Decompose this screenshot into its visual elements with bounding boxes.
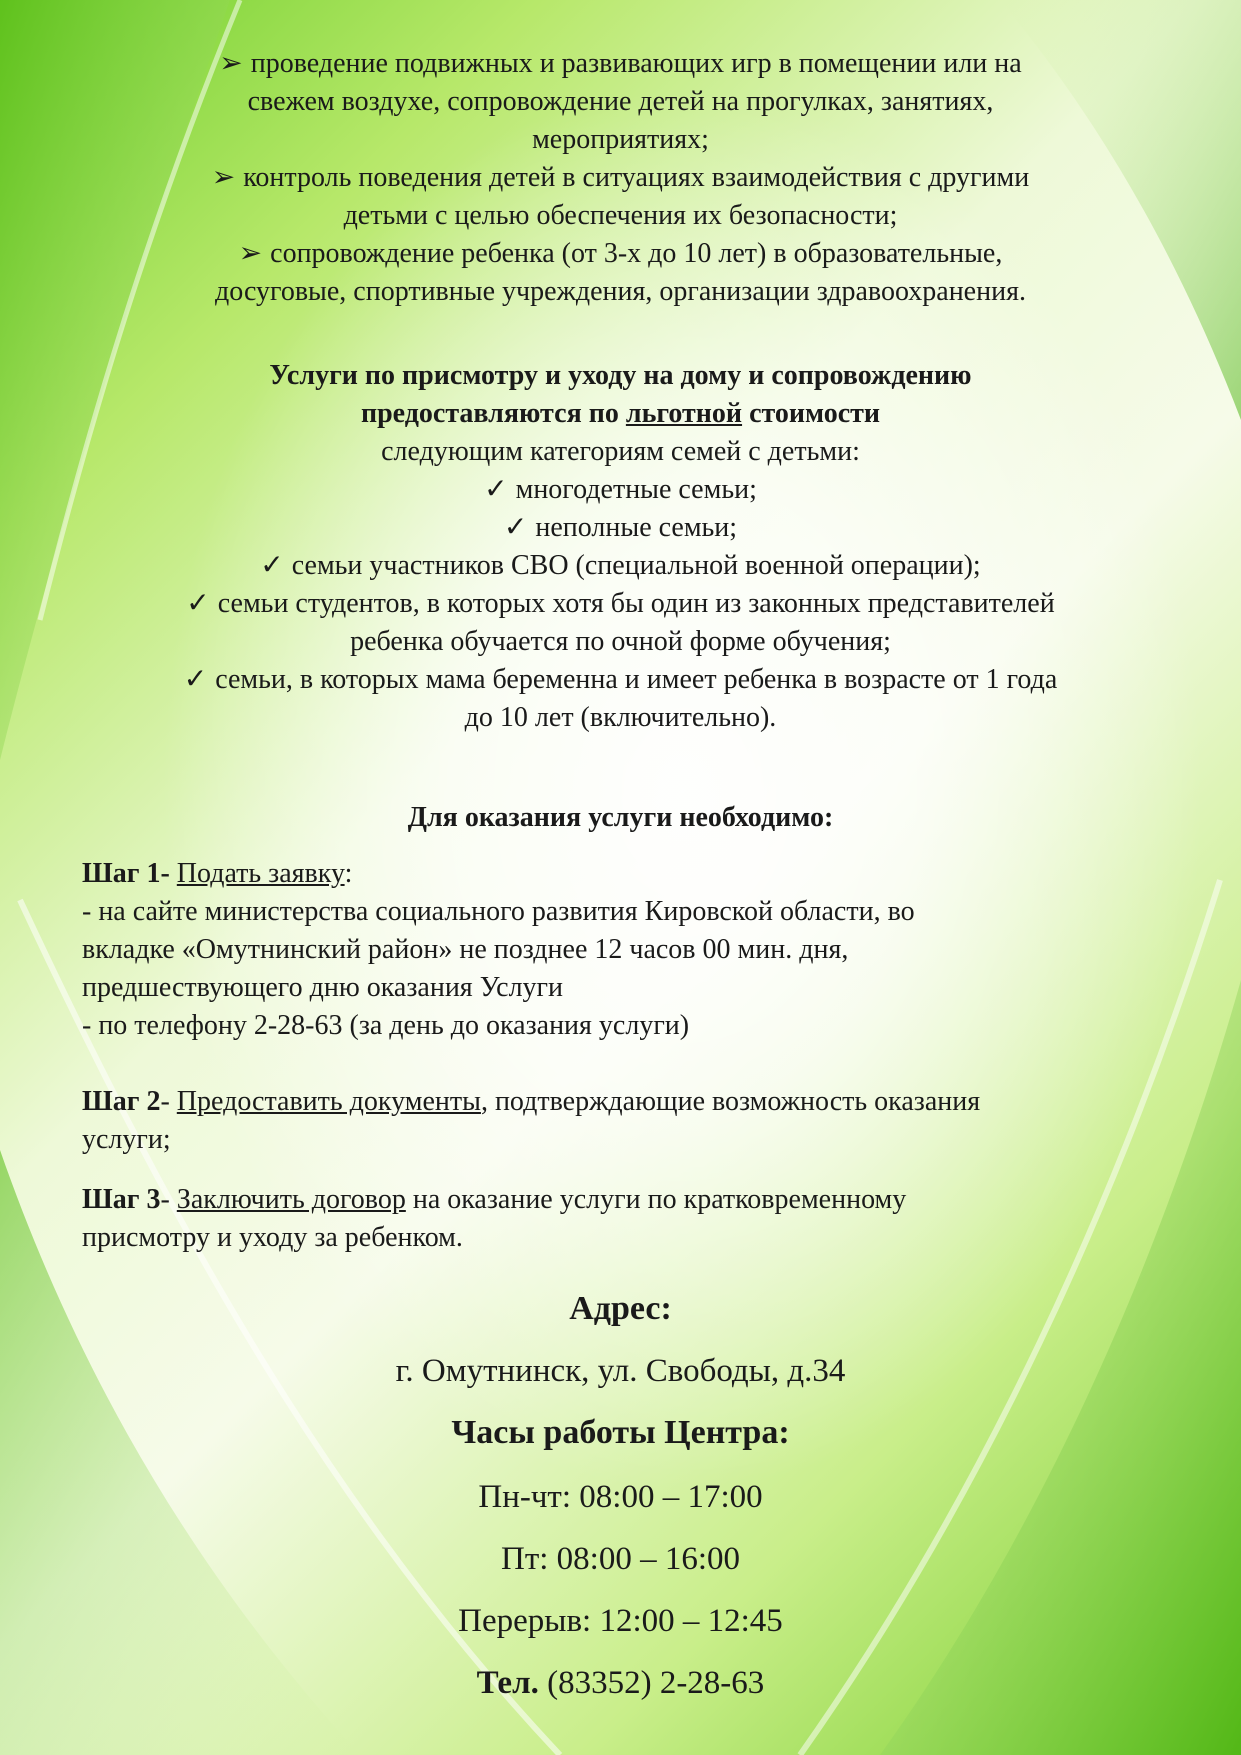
category-item-1: ✓ многодетные семьи; [0, 472, 1241, 508]
category-item-5-line-1: ✓ семьи, в которых мама беременна и имеет ребенка в возрасте от 1 года [0, 662, 1241, 698]
address-value: г. Омутнинск, ул. Свободы, д.34 [395, 1353, 846, 1389]
step-1-detail-3: предшествующего дню оказания Услуги [82, 972, 564, 1003]
hours-break: Перерыв: 12:00 – 12:45 [458, 1603, 783, 1639]
step-2-line-1: Шаг 2- Предоставить документы, подтверждающие возможность оказания [82, 1086, 981, 1117]
step-1-title: Шаг 1- Подать заявку: [82, 858, 353, 889]
bullet-item-3-line-2: досуговые, спортивные учреждения, организации здравоохранения. [215, 276, 1026, 307]
step-3-line-1: Шаг 3- Заключить договор на оказание услуги по кратковременному [82, 1184, 907, 1215]
step-2-label: Шаг 2 [82, 1086, 161, 1117]
phone-label: Тел. [476, 1665, 539, 1701]
bullet-item-1-line-1: ➢ проведение подвижных и развивающих игр в помещении или на [0, 46, 1241, 82]
privilege-heading-line-1: Услуги по присмотру и уходу на дому и сопровождению [269, 360, 972, 391]
address-title: Адрес: [569, 1290, 672, 1327]
check-icon: ✓ [260, 550, 284, 581]
bullet-item-2-line-2: детьми с целью обеспечения их безопасности; [343, 200, 898, 231]
step-1-label: Шаг 1- [82, 858, 170, 889]
step-1-action: Подать заявку [176, 858, 345, 889]
privilege-subheading: следующим категориям семей с детьми: [381, 436, 860, 467]
check-icon: ✓ [186, 588, 210, 619]
step-1-detail-2: вкладке «Омутнинский район» не позднее 12 часов 00 мин. дня, [82, 934, 849, 965]
phone-line [0, 1662, 1241, 1704]
category-item-3: ✓ семьи участников СВО (специальной военной операции); [0, 548, 1241, 584]
step-1-detail-1: - на сайте министерства социального развития Кировской области, во [82, 896, 915, 927]
steps-heading: Для оказания услуги необходимо: [407, 802, 834, 833]
check-icon: ✓ [183, 664, 208, 695]
phone-number: (83352) 2-28-63 [538, 1665, 765, 1701]
hours-mon-thu: Пн-чт: 08:00 – 17:00 [478, 1479, 763, 1515]
bullet-item-1-line-3: мероприятиях; [532, 124, 709, 155]
hours-fri: Пт: 08:00 – 16:00 [500, 1541, 740, 1577]
bullet-item-2-line-1: ➢ контроль поведения детей в ситуациях взаимодействия с другими [0, 160, 1241, 196]
arrow-bullet-icon: ➢ [238, 238, 263, 269]
hours-title: Часы работы Центра: [451, 1414, 790, 1451]
arrow-bullet-icon: ➢ [211, 162, 236, 193]
category-item-2: ✓ неполные семьи; [0, 510, 1241, 546]
category-item-4-line-1: ✓ семьи студентов, в которых хотя бы один из законных представителей [0, 586, 1241, 622]
privilege-underlined-word: льготной [625, 398, 743, 429]
step-1-detail-4: - по телефону 2-28-63 (за день до оказания услуги) [82, 1010, 690, 1041]
step-3-line-2: присмотру и уходу за ребенком. [82, 1222, 463, 1253]
category-item-5-line-2: до 10 лет (включительно). [464, 702, 777, 733]
bullet-item-3-line-1: ➢ сопровождение ребенка (от 3-х до 10 лет) в образовательные, [0, 236, 1241, 272]
arrow-bullet-icon: ➢ [219, 48, 243, 79]
step-3-label: Шаг 3 [82, 1184, 161, 1215]
check-icon: ✓ [503, 512, 528, 543]
step-3-action: Заключить договор [176, 1184, 406, 1215]
check-icon: ✓ [484, 474, 508, 505]
category-item-4-line-2: ребенка обучается по очной форме обучения; [350, 626, 891, 657]
step-2-line-2: услуги; [82, 1124, 171, 1155]
privilege-heading-line-2: предоставляются по льготной стоимости [360, 398, 881, 429]
step-2-action: Предоставить документы [176, 1086, 481, 1117]
bullet-item-1-line-2: свежем воздухе, сопровождение детей на прогулках, занятиях, [247, 86, 994, 117]
